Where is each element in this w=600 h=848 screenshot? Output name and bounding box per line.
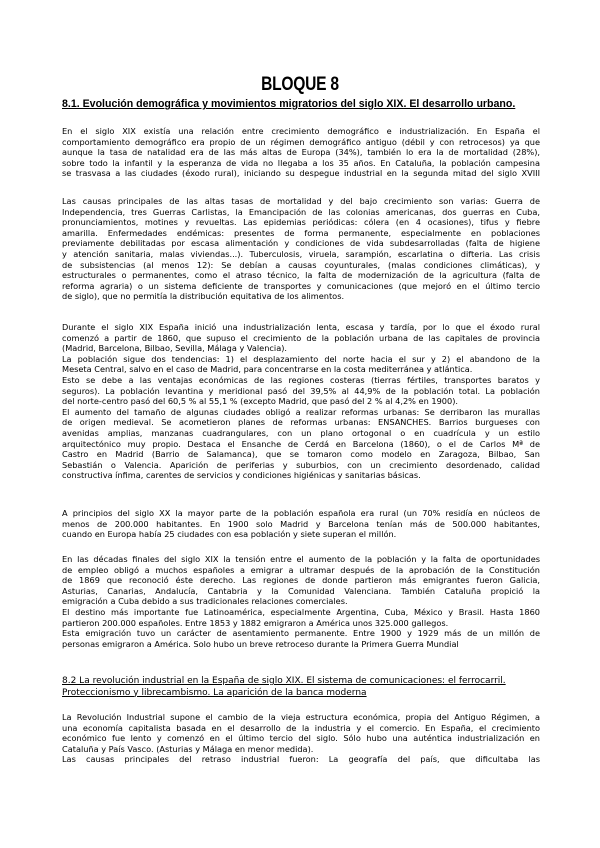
text-line: una economía capitalista basada en el desarrollo de la industria y el comercio. En España, el crecimiento (62, 722, 540, 733)
heading-line: 8.2 La revolución industrial en la España de siglo XIX. El sistema de comunicaciones: el ferrocarril. (62, 676, 506, 686)
text-line: comportamiento demográfico era propio de un régimen demográfico antiguo (débil y con retrocesos) ya que (62, 136, 540, 147)
text-line: Las causas principales del retraso industrial fueron: La geografía del país, que dificultaba las (62, 754, 540, 765)
text-line: de empleo obligó a muchos españoles a emigrar a ultramar después de la aprobación de la Constitución (62, 564, 540, 575)
section-heading-8-2 (62, 676, 540, 699)
text-line: En las décadas finales del siglo XIX la tensión entre el aumento de la población y la falta de oportunidades (62, 554, 540, 564)
paragraph-emigration (62, 554, 540, 649)
text-line: sobre todo la infantil y la esperanza de vida no llegaba a los 35 años. En Cataluña, la población campesina (62, 157, 540, 168)
paragraph-industrial-revolution (62, 712, 540, 765)
text-line: del norte-centro pasó del 60,5 % al 55,1 % (excepto Madrid, que pasó del 2 % al 4,2% en 1900). (62, 396, 458, 407)
text-line: Esto se debe a las ventajas económicas de las regiones costeras (tierras fértiles, transportes baratos y (62, 374, 540, 385)
text-line: (Madrid, Barcelona, Bilbao, Sevilla, Málaga y Valencia). (62, 343, 288, 354)
text-line: comenzó a partir de 1860, que supuso el crecimiento de la población urbana de las capitales de provincia (62, 332, 540, 343)
text-line: avenidas amplias, manzanas cuadrangulares, con un plano ortogonal o en cuadrícula y un estilo (62, 427, 540, 438)
text-line: Cataluña y País Vasco. (Asturias y Málaga en menor medida). (62, 743, 314, 754)
text-line: de subsistencias (al menos 12): Se debían a causas coyunturales, (malas condiciones climáticas), y (62, 259, 540, 270)
text-line: La población sigue dos tendencias: 1) el desplazamiento del norte hacia el sur y 2) el abandono de la (62, 353, 540, 364)
text-line: Independencia, tres Guerras Carlistas, la Emancipación de las colonias americanas, dos guerras en Cuba, (62, 206, 540, 217)
text-line: de 1869 que reconoció éste derecho. Las regiones de donde partieron más emigrantes fueron Galicia, (62, 575, 540, 586)
text-line: Sebastián o Valencia. Aparición de periferias y suburbios, con un crecimiento desordenado, calidad (62, 459, 540, 470)
text-line: emigración a Cuba debido a sus tradicionales relaciones comerciales. (62, 596, 348, 607)
text-line: En el siglo XIX existía una relación entre crecimiento demográfico e industrialización. En España el (62, 126, 540, 136)
text-line: pronunciamientos, motines y revueltas. Las epidemias periódicas: cólera (en 4 ocasiones), tifus y fiebre (62, 217, 540, 228)
text-line: amarilla. Enfermedades endémicas: presentes de forma permanente, especialmente en poblaciones (62, 227, 540, 238)
paragraph-mortality-causes (62, 196, 540, 302)
text-line: aunque la tasa de natalidad era de las más altas de Europa (34%), también lo era la de mortalidad (28%), (62, 147, 540, 158)
text-line: menos de 200.000 habitantes. En 1900 solo Madrid y Barcelona tenían más de 500.000 habitantes, (62, 518, 540, 529)
text-line: personas emigraron a América. Solo hubo un breve retroceso durante la Primera Guerra Mundial (62, 638, 459, 649)
text-line: Castro en Madrid (Barrio de Salamanca), que se tomaron como modelo en Zaragoza, Bilbao, San (62, 449, 540, 460)
text-line: reforma agraria) o un sistema deficiente de transportes y comunicaciones (que mejoró en el último tercio (62, 280, 540, 291)
text-line: Meseta Central, salvo en el caso de Madrid, para concentrarse en la costa mediterránea y atlántica. (62, 364, 473, 375)
paragraph-xx-century (62, 508, 540, 540)
text-line: partieron 200.000 españoles. Entre 1853 y 1882 emigraron a América unos 325.000 gallegos. (62, 617, 449, 628)
paragraph-demography (62, 126, 540, 179)
text-line: Esta emigración tuvo un carácter de asentamiento permanente. Entre 1900 y 1929 más de un millón de (62, 628, 540, 639)
text-line: La Revolución Industrial supone el cambio de la vieja estructura económica, propia del Antiguo Régimen, a (62, 712, 540, 722)
text-line: se trasvasa a las ciudades (éxodo rural), iniciando su despegue industrial en la segunda mitad del siglo XVIII (62, 168, 540, 179)
text-line: Asturias, Canarias, Andalucía, Cantabria y la Comunidad Valenciana. También Cataluña propició la (62, 585, 540, 596)
text-line: y atención sanitaria, malas viviendas...). Tuberculosis, viruela, sarampión, escarlatina o difteria. Las crisis (62, 248, 540, 259)
text-line: arquitectónico muy propio. Destaca el Ensanche de Cerdá en Barcelona (1860), o el de Carlos Mª de (62, 438, 540, 449)
text-line: seguros). La población levantina y meridional pasó del 39,5% al 44,9% de la población total. La población (62, 385, 540, 396)
text-line: Durante el siglo XIX España inició una industrialización lenta, escasa y tardía, por lo que el éxodo rural (62, 322, 540, 332)
section-heading-8-1: 8.1. Evolución demográfica y movimientos migratorios del siglo XIX. El desarrollo urbano. (62, 98, 516, 110)
paragraph-rural-exodus (62, 322, 540, 481)
page-title: BLOQUE 8 (261, 74, 339, 95)
text-line: de siglo), que no permitía la distribución equitativa de los alimentos. (62, 291, 345, 302)
text-line: constructiva ínfima, carentes de servicios y condiciones higiénicas y sanitarias básicas. (62, 470, 421, 481)
heading-line: Proteccionismo y librecambismo. La aparición de la banca moderna (62, 687, 367, 698)
text-line: A principios del siglo XX la mayor parte de la población española era rural (un 70% residía en núcleos de (62, 508, 540, 518)
text-line: El aumento del tamaño de algunas ciudades obligó a realizar reformas urbanas: Se derribaron las murallas (62, 406, 540, 417)
text-line: cuando en Europa había 25 ciudades con esa población y siete superan el millón. (62, 529, 397, 540)
text-line: El destino más importante fue Latinoamérica, especialmente Argentina, Cuba, México y Brasil. Hasta 1860 (62, 606, 540, 617)
text-line: económico fue lento y comenzó en el último tercio del siglo. Sólo hubo una auténtica industrialización en (62, 733, 540, 744)
text-line: previamente debilitadas por escasa alimentación y condiciones de vida subdesarrolladas (falta de higiene (62, 238, 540, 249)
text-line: estructurales o permanentes, como el atraso técnico, la falta de modernización de la agricultura (falta de (62, 270, 540, 281)
text-line: de origen medieval. Se acometieron planes de reformas urbanas: ENSANCHES. Barrios burgueses con (62, 417, 540, 428)
text-line: Las causas principales de las altas tasas de mortalidad y del bajo crecimiento son varias: Guerra de (62, 196, 540, 206)
